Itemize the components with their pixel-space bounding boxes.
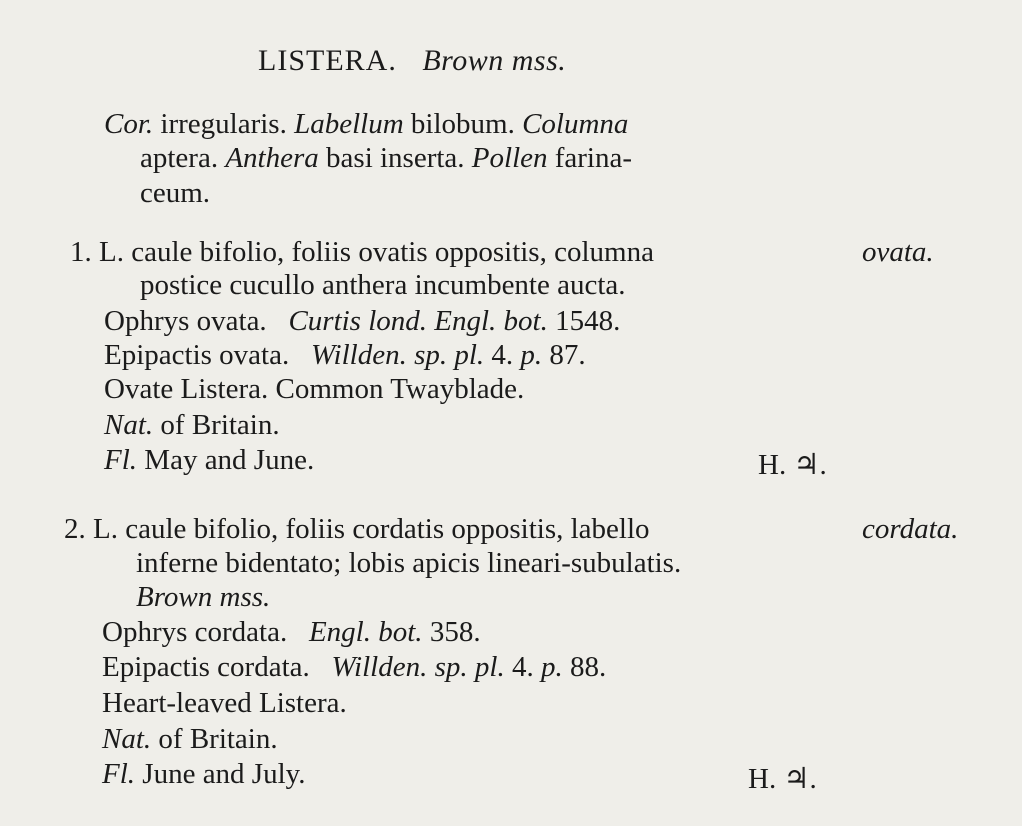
species-2-diagnosis-line-1 <box>64 512 650 546</box>
species-1-native <box>104 408 280 442</box>
description-run: irregularis. <box>153 108 295 140</box>
description-run: Columna <box>522 108 629 140</box>
synonym-page-number: 88. <box>569 651 607 683</box>
synonym-name: Ophrys ovata. <box>104 305 267 337</box>
synonym-reference: Willden. sp. pl. <box>310 339 485 371</box>
synonym-reference: Engl. bot. <box>308 616 423 648</box>
flowering-text: June and July. <box>142 758 306 790</box>
species-1-synonym-2 <box>104 338 586 372</box>
synonym-plate-number: 358. <box>429 616 481 648</box>
species-2-native <box>102 722 278 756</box>
diagnosis-text: L. caule bifolio, foliis cordatis oppositis, labello <box>93 513 650 545</box>
species-2-diagnosis-line-2: inferne bidentato; lobis apicis lineari-subulatis. <box>136 547 682 579</box>
synonym-reference: Willden. sp. pl. <box>331 651 505 683</box>
genus-description-line-1 <box>104 107 628 141</box>
description-run: Cor. <box>104 108 154 140</box>
native-text: of Britain. <box>160 409 280 441</box>
flowering-label: Fl. <box>104 444 138 476</box>
flowering-text: May and June. <box>144 444 315 476</box>
species-2-flowering <box>102 757 306 791</box>
synonym-page-number: 87. <box>549 339 586 371</box>
description-run: Anthera <box>225 142 319 174</box>
genus-heading <box>258 44 566 78</box>
genus-authority: Brown mss. <box>422 44 567 77</box>
synonym-name: Ophrys cordata. <box>102 616 288 648</box>
native-label: Nat. <box>102 723 152 755</box>
synonym-name: Epipactis cordata. <box>102 651 310 683</box>
synonym-name: Epipactis ovata. <box>104 339 290 371</box>
species-1-common-name: Ovate Listera. Common Twayblade. <box>104 373 525 405</box>
species-2-diagnosis-line-3 <box>136 580 270 614</box>
diagnosis-text: L. caule bifolio, foliis ovatis oppositis, columna <box>99 236 654 268</box>
species-2-synonym-2 <box>102 650 606 684</box>
species-1-hardiness: H. ♃. <box>758 449 827 481</box>
species-2-common-name: Heart-leaved Listera. <box>102 687 347 719</box>
synonym-volume: 4. <box>491 339 514 371</box>
description-run: Labellum <box>294 108 404 140</box>
description-run: bilobum. <box>403 108 523 140</box>
diagnosis-authority: Brown mss. <box>136 581 271 613</box>
synonym-plate-number: 1548. <box>555 305 621 337</box>
genus-description-line-2 <box>140 141 632 175</box>
description-run: basi inserta. <box>318 142 472 174</box>
species-1-synonym-1 <box>104 304 620 338</box>
synonym-page-abbrev: p. <box>520 339 543 371</box>
native-label: Nat. <box>104 409 154 441</box>
description-run: farina- <box>547 142 633 174</box>
species-2-synonym-1 <box>102 615 481 649</box>
genus-description-line-3: ceum. <box>140 177 211 209</box>
species-1-diagnosis-line-1 <box>70 235 654 269</box>
species-number: 2. <box>64 513 86 545</box>
synonym-page-abbrev: p. <box>540 651 563 683</box>
species-1-diagnosis-line-2: postice cucullo anthera incumbente aucta. <box>140 269 626 301</box>
synonym-volume: 4. <box>511 651 534 683</box>
flowering-label: Fl. <box>102 758 136 790</box>
species-number: 1. <box>70 236 92 268</box>
species-1-flowering <box>104 443 314 477</box>
species-2-hardiness: H. ♃. <box>748 763 817 795</box>
description-run: aptera. <box>140 142 226 174</box>
description-run: Pollen <box>471 142 548 174</box>
synonym-reference: Curtis lond. Engl. bot. <box>288 305 548 337</box>
species-2-epithet: cordata. <box>862 513 959 545</box>
species-1-epithet: ovata. <box>862 236 934 268</box>
native-text: of Britain. <box>158 723 278 755</box>
genus-name: LISTERA. <box>258 44 397 77</box>
